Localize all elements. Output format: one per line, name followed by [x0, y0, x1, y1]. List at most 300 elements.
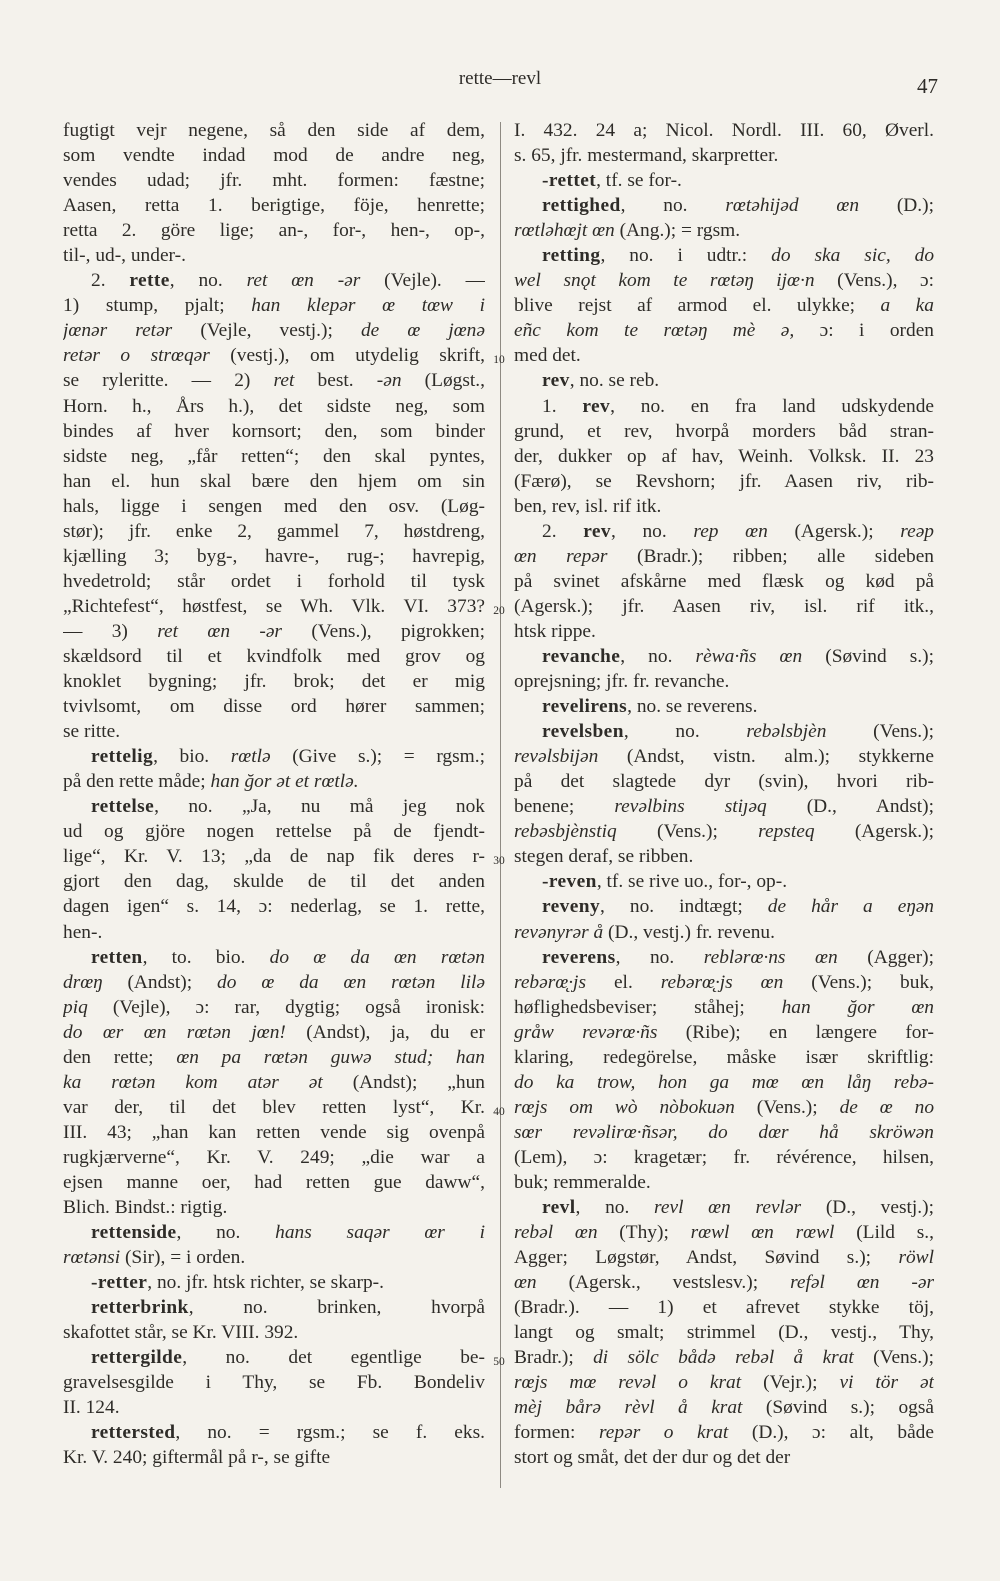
text-run: stegen deraf, se ribben.	[514, 846, 694, 868]
italic-text: ka rœtən kom atər ət	[63, 1071, 323, 1093]
text-run: (Bradr.); ribben; alle sideben	[607, 545, 934, 567]
headword: revanche	[542, 645, 621, 667]
text-line	[514, 168, 934, 193]
text-run: var der, til det blev retten lyst“, Kr.	[63, 1096, 485, 1118]
italic-text: do œ da œn rœtən lilə	[217, 971, 485, 993]
headword: rettelse	[91, 796, 155, 818]
text-run: han el. hun skal bære den hjem om sin	[63, 470, 485, 492]
text-line	[63, 894, 485, 919]
text-run: (Bradr.). — 1) et afrevet stykke töj,	[514, 1297, 934, 1319]
italic-text: wel snǫt kom te rœtəŋ ijœ·n	[514, 270, 815, 292]
text-run: oprejsning; jfr. fr. revanche.	[514, 671, 730, 693]
headword: rettelig	[91, 746, 154, 768]
text-run: (vestj.), om utydelig skrift,	[209, 345, 485, 367]
text-line	[63, 719, 485, 744]
text-line	[63, 945, 485, 970]
text-run: (Vens.);	[826, 721, 934, 743]
italic-text: do œr œn rœtən jœn!	[63, 1021, 286, 1043]
text-run: htsk rippe.	[514, 620, 596, 642]
text-line	[514, 293, 934, 318]
italic-text: retər o strœqər	[63, 345, 210, 367]
text-line	[63, 394, 485, 419]
italic-text: do œ da œn rœtən	[269, 946, 485, 968]
text-line	[514, 844, 934, 869]
text-run: skældsord til et kvindfolk med grov og	[63, 645, 485, 667]
italic-text: piq	[63, 996, 88, 1018]
text-run: klaring, redegörelse, måske især skriftlig:	[514, 1046, 934, 1068]
text-run: (Andst), ja, du er	[285, 1021, 485, 1043]
text-line	[514, 343, 934, 368]
text-line	[63, 1295, 485, 1320]
text-run: , no.	[176, 1222, 276, 1244]
page-number: 47	[917, 74, 938, 98]
text-line	[514, 995, 934, 1020]
italic-text: röwl	[898, 1247, 934, 1269]
text-run: , no. se reb.	[569, 370, 660, 392]
text-run: kjælling 3; byg-, havre-, rug-; havrepig,	[63, 545, 485, 567]
text-run: grund, et rev, hvorpå morders båd stran-	[514, 420, 934, 442]
text-line	[514, 118, 934, 143]
text-line	[514, 519, 934, 544]
text-line	[63, 1320, 485, 1345]
text-line	[63, 869, 485, 894]
text-run: ɔ: i orden	[794, 320, 934, 342]
text-run: retta 2. göre lige; an-, for-, hen-, op-,	[63, 220, 485, 242]
text-run: , no.	[615, 946, 704, 968]
text-run: (Vens.), ɔ:	[814, 270, 934, 292]
text-run: (Søvind s.);	[802, 645, 934, 667]
text-run: , tf. se rive uo., for-, op-.	[596, 871, 788, 893]
text-run: fugtigt vejr negene, så den side af dem,	[63, 120, 485, 141]
text-run: (Agersk.);	[767, 520, 901, 542]
text-line	[514, 669, 934, 694]
text-line	[514, 494, 934, 519]
text-line	[63, 519, 485, 544]
text-run: (Vejle), ɔ: rar, dygtig; også ironisk:	[87, 996, 485, 1018]
text-run: , tf. se for-.	[596, 170, 682, 192]
italic-text: refəl œn -ər	[790, 1272, 934, 1294]
italic-text: rœjs om wò nòbokuən	[514, 1096, 735, 1118]
text-line	[63, 1345, 485, 1370]
text-line	[514, 1145, 934, 1170]
italic-text: gråw revərœ·ñs	[514, 1021, 658, 1043]
text-run: (Agersk.); jfr. Aasen riv, isl. rif itk.,	[514, 595, 934, 617]
text-line	[63, 193, 485, 218]
text-line	[514, 368, 934, 393]
headword: retting	[542, 245, 601, 267]
text-run: hvedetrold; står ordet i forhold til tysk	[63, 570, 485, 592]
text-run: rugkjærverne“, Kr. V. 249; „die war a	[63, 1146, 485, 1168]
text-run: , no.	[575, 1197, 655, 1219]
text-run: 2.	[91, 270, 130, 292]
text-run: stort og småt, det der dur og det der	[514, 1447, 791, 1469]
headword: revl	[542, 1197, 576, 1219]
text-line	[514, 644, 934, 669]
text-run: Aasen, retta 1. berigtige, föje, henrette;	[63, 195, 485, 217]
text-line	[63, 694, 485, 719]
italic-text: sœr revəlirœ·ñsər, do dœr hå skröwən	[514, 1121, 934, 1143]
text-run: I. 432. 24 a; Nicol. Nordl. III. 60, Øverl.	[514, 120, 934, 141]
text-line	[63, 1245, 485, 1270]
text-line	[63, 844, 485, 869]
text-run: som vendte indad mod de andre neg,	[63, 145, 485, 167]
text-run: dagen igen“ s. 14, ɔ: nederlag, se 1. rette,	[63, 896, 485, 918]
text-line	[514, 945, 934, 970]
italic-text: rœtəhijəd œn	[725, 195, 860, 217]
text-line	[514, 869, 934, 894]
text-run: (Agersk.);	[814, 821, 934, 843]
headword: -retter	[91, 1272, 148, 1294]
text-run: Blich. Bindst.: rigtig.	[63, 1197, 228, 1219]
italic-text: drœŋ	[63, 971, 103, 993]
italic-text: han klepər œ tœw i	[251, 295, 485, 317]
italic-text: reəp	[900, 520, 934, 542]
text-run: (D.);	[859, 195, 934, 217]
italic-text: rèwa·ñs œn	[695, 645, 803, 667]
text-line	[63, 1095, 485, 1120]
text-run: (Lem), ɔ: kragetær; fr. révérence, hilsen,	[514, 1146, 934, 1168]
text-run: benene;	[514, 796, 615, 818]
text-line	[514, 1420, 934, 1445]
text-run: stør); jfr. enke 2, gammel 7, høstdreng,	[63, 520, 485, 542]
text-line	[63, 1445, 485, 1470]
text-run: knoklet bygning; jfr. brok; det er mig	[63, 671, 485, 693]
italic-text: rœtləhœjt œn	[514, 220, 615, 242]
text-run: tvivlsomt, om disse ord hører sammen;	[63, 696, 485, 718]
italic-text: mèj bårə rèvl å krat	[514, 1397, 743, 1419]
text-run: (Vens.), pigrokken;	[281, 620, 485, 642]
text-run: (Thy);	[597, 1222, 691, 1244]
text-run: Agger; Løgstør, Andst, Søvind s.);	[514, 1247, 899, 1269]
text-line	[514, 1370, 934, 1395]
text-line	[63, 970, 485, 995]
text-line	[514, 569, 934, 594]
italic-text: -ən	[376, 370, 402, 392]
italic-text: rœjs mœ revəl o krat	[514, 1372, 742, 1394]
italic-text: de œ no	[839, 1096, 934, 1118]
text-run: hals, ligge i sengen med den osv. (Løg-	[63, 495, 485, 517]
text-run: 1.	[542, 395, 583, 417]
text-run: gjort den dag, skulde de til det anden	[63, 871, 485, 893]
text-line	[63, 619, 485, 644]
italic-text: ret œn -ər	[157, 620, 282, 642]
headword: rev	[583, 520, 611, 542]
text-line	[514, 193, 934, 218]
text-line	[63, 243, 485, 268]
text-line	[514, 1345, 934, 1370]
text-run: , bio.	[153, 746, 231, 768]
text-line	[63, 569, 485, 594]
text-run: Bradr.);	[514, 1347, 594, 1369]
italic-text: reblərœ·ns œn	[703, 946, 838, 968]
text-run: 1) stump, pjalt;	[63, 295, 252, 317]
text-line	[63, 343, 485, 368]
italic-text: han ğor ət et rœtlə.	[210, 771, 359, 793]
text-run: , no.	[620, 645, 696, 667]
italic-text: vi tör ət	[839, 1372, 934, 1394]
text-run: , no. en fra land udskydende	[610, 395, 934, 417]
text-run: (D., Andst);	[766, 796, 934, 818]
text-run: med det.	[514, 345, 581, 367]
text-run: (Sir), = i orden.	[120, 1247, 246, 1269]
text-line	[514, 594, 934, 619]
text-line	[63, 293, 485, 318]
italic-text: de œ jœnə	[360, 320, 485, 342]
headword: rette	[129, 270, 170, 292]
text-run: ben, rev, isl. rif itk.	[514, 495, 662, 517]
italic-text: œn repər	[514, 545, 608, 567]
headword: rev	[542, 370, 570, 392]
text-line	[63, 1170, 485, 1195]
text-run: , no.	[169, 270, 247, 292]
text-line	[63, 920, 485, 945]
text-line	[63, 318, 485, 343]
italic-text: ret œn -ər	[246, 270, 361, 292]
text-line	[63, 544, 485, 569]
text-line	[63, 594, 485, 619]
text-line	[514, 694, 934, 719]
text-run: (Agersk., vestslesv.);	[536, 1272, 791, 1294]
text-run: (Færø), se Revshorn; jfr. Aasen riv, rib-	[514, 470, 934, 492]
text-line	[63, 368, 485, 393]
text-run: 2.	[542, 520, 584, 542]
text-line	[63, 819, 485, 844]
text-run: Horn. h., Års h.), det sidste neg, som	[63, 395, 485, 417]
italic-text: rœwl œn rœwl	[690, 1222, 835, 1244]
italic-text: repsteq	[758, 821, 815, 843]
text-run: „Richtefest“, høstfest, se Wh. Vlk. VI. 373?	[63, 595, 485, 617]
text-line	[514, 1220, 934, 1245]
headword: -rettet	[542, 170, 597, 192]
headword: retten	[91, 946, 143, 968]
headword: rev	[582, 395, 611, 417]
text-run: buk; remmeralde.	[514, 1171, 651, 1193]
text-run: el.	[586, 971, 661, 993]
text-line	[514, 243, 934, 268]
italic-text: rebəl œn	[514, 1222, 598, 1244]
text-line	[514, 719, 934, 744]
headword: reveny	[542, 896, 601, 918]
text-line	[63, 1270, 485, 1295]
text-line	[63, 419, 485, 444]
text-line	[63, 1370, 485, 1395]
text-line	[514, 318, 934, 343]
text-line	[514, 1020, 934, 1045]
text-run: (Vens.);	[616, 821, 759, 843]
text-run: hen-.	[63, 921, 103, 943]
text-line	[514, 920, 934, 945]
text-run: (Give s.); = rgsm.;	[270, 746, 485, 768]
running-header: rette—revl	[458, 68, 542, 89]
text-line	[514, 1195, 934, 1220]
italic-text: œn pa rœtən guwə stud; han	[176, 1046, 485, 1068]
text-line	[63, 1195, 485, 1220]
text-line	[514, 1070, 934, 1095]
text-run: blive rejst af armod el. ulykke;	[514, 295, 881, 317]
text-run: (Løgst.,	[401, 370, 485, 392]
text-run: (Andst);	[102, 971, 218, 993]
text-run: , to. bio.	[142, 946, 270, 968]
italic-text: rœtənsi	[63, 1247, 121, 1269]
text-run: , no.	[623, 721, 747, 743]
text-run: formen:	[514, 1422, 599, 1444]
text-line	[514, 1245, 934, 1270]
text-line	[514, 218, 934, 243]
italic-text: eñc kom te rœtəŋ mè ə,	[514, 320, 795, 342]
text-run: høflighedsbeviser; ståhej;	[514, 996, 782, 1018]
text-line	[63, 995, 485, 1020]
text-line	[63, 1020, 485, 1045]
text-run: (Ribe); en længere for-	[657, 1021, 934, 1043]
text-run: (Andst, vistn. alm.); stykkerne	[598, 746, 934, 768]
text-run: gravelsesgilde i Thy, se Fb. Bondeliv	[63, 1372, 485, 1394]
text-line	[63, 744, 485, 769]
headword: rettersted	[91, 1422, 176, 1444]
text-run: (Ang.); = rgsm.	[614, 220, 741, 242]
text-run: (Andst); „hun	[322, 1071, 485, 1093]
text-run: på det slagtede dyr (svin), hvori rib-	[514, 771, 934, 793]
text-line	[63, 669, 485, 694]
text-run: , no. jfr. htsk richter, se skarp-.	[147, 1272, 384, 1294]
text-run: , no. i udtr.:	[600, 245, 772, 267]
headword: retterbrink	[91, 1297, 189, 1319]
text-line	[63, 444, 485, 469]
text-line	[63, 644, 485, 669]
text-line	[63, 143, 485, 168]
text-run: Kr. V. 240; giftermål på r-, se gifte	[63, 1447, 331, 1469]
text-run: (Vens.);	[853, 1347, 934, 1369]
text-run: II. 124.	[63, 1397, 120, 1419]
text-line	[514, 469, 934, 494]
text-run: , no. se reverens.	[627, 696, 758, 718]
text-line	[63, 1220, 485, 1245]
text-run: , no.	[620, 195, 726, 217]
italic-text: rep œn	[693, 520, 768, 542]
line-number: 20	[493, 605, 505, 617]
text-run: der, dukker op af hav, Weinh. Volksk. II. 23	[514, 445, 934, 467]
text-line	[514, 1445, 934, 1470]
text-run: III. 43; „han kan retten vende sig ovenpå	[63, 1121, 485, 1143]
text-line	[514, 1320, 934, 1345]
text-run: (Søvind s.); også	[742, 1397, 934, 1419]
text-run: (Lild s.,	[834, 1222, 934, 1244]
headword: rettighed	[542, 195, 621, 217]
text-run: langt og smalt; strimmel (D., vestj., Thy,	[514, 1322, 934, 1344]
text-line	[514, 794, 934, 819]
line-number: 30	[493, 855, 505, 867]
italic-text: do ka trow, hon ga mœ œn låŋ rebə-	[514, 1071, 934, 1093]
text-line	[63, 469, 485, 494]
text-run: til-, ud-, under-.	[63, 245, 186, 267]
text-line	[514, 819, 934, 844]
text-line	[514, 1045, 934, 1070]
italic-text: han ğor œn	[781, 996, 934, 1018]
headword: rettenside	[91, 1222, 177, 1244]
italic-text: repər o krat	[598, 1422, 729, 1444]
text-run: , no. indtægt;	[600, 896, 768, 918]
text-line	[514, 1295, 934, 1320]
text-line	[514, 143, 934, 168]
text-run: (Vens.); buk,	[783, 971, 934, 993]
text-run: skafottet står, se Kr. VIII. 392.	[63, 1322, 299, 1344]
text-line	[514, 1270, 934, 1295]
italic-text: rebərœ̨·js œn	[660, 971, 784, 993]
line-number: 10	[493, 354, 505, 366]
text-line	[514, 769, 934, 794]
text-line	[514, 1395, 934, 1420]
text-run: (Agger);	[837, 946, 934, 968]
text-line	[514, 894, 934, 919]
text-run: vendes udad; jfr. mht. formen: fæstne;	[63, 170, 485, 192]
column-divider	[500, 122, 501, 1488]
text-line	[514, 444, 934, 469]
italic-text: hans saqər œr i	[275, 1222, 485, 1244]
line-number: 50	[493, 1356, 505, 1368]
text-run: , no. „Ja, nu må jeg nok	[154, 796, 485, 818]
text-run: bindes af hver kornsort; den, som binder	[63, 420, 485, 442]
text-line	[514, 268, 934, 293]
right-column	[514, 118, 934, 1471]
italic-text: revl œn revlər	[654, 1197, 802, 1219]
text-line	[514, 1170, 934, 1195]
text-run: (Vens.);	[734, 1096, 840, 1118]
italic-text: rebəlsbjèn	[746, 721, 827, 743]
text-run: (D., vestj.) fr. revenu.	[603, 921, 775, 943]
text-run: (Vejr.);	[741, 1372, 840, 1394]
text-line	[514, 970, 934, 995]
italic-text: de hår a eŋən	[767, 896, 934, 918]
text-run: best.	[294, 370, 377, 392]
text-line	[514, 544, 934, 569]
headword: revelsben	[542, 721, 624, 743]
text-run: (Vejle). —	[360, 270, 485, 292]
italic-text: œn	[514, 1272, 537, 1294]
text-run: ejsen manne oer, had retten gue daww“,	[63, 1171, 485, 1193]
headword: reverens	[542, 946, 616, 968]
text-run: , no.	[610, 520, 694, 542]
text-line	[63, 794, 485, 819]
italic-text: rebəsbjènstiq	[514, 821, 617, 843]
headword: -reven	[542, 871, 597, 893]
left-column	[63, 118, 485, 1471]
text-run: (Vejle, vestj.);	[172, 320, 361, 342]
italic-text: revəlsbijən	[514, 746, 599, 768]
text-line	[63, 218, 485, 243]
text-line	[63, 118, 485, 143]
text-run: , no. det egentlige be-	[182, 1347, 485, 1369]
text-run: på svinet afskårne med flæsk og kød på	[514, 570, 934, 592]
text-line	[63, 1045, 485, 1070]
text-run: på den rette måde;	[63, 771, 211, 793]
italic-text: do ska sic, do	[771, 245, 934, 267]
text-line	[63, 1120, 485, 1145]
text-line	[63, 769, 485, 794]
text-run: , no. brinken, hvorpå	[188, 1297, 485, 1319]
text-line	[63, 1070, 485, 1095]
text-run: (D.), ɔ: alt, både	[728, 1422, 934, 1444]
headword: rettergilde	[91, 1347, 183, 1369]
text-run: se ritte.	[63, 721, 121, 743]
text-line	[63, 1395, 485, 1420]
italic-text: revənyrər å	[514, 921, 604, 943]
text-line	[514, 419, 934, 444]
text-run: sidste neg, „får retten“; den skal pyntes,	[63, 445, 485, 467]
text-line	[63, 268, 485, 293]
text-run: , no. = rgsm.; se f. eks.	[175, 1422, 485, 1444]
text-line	[63, 494, 485, 519]
text-run: — 3)	[63, 620, 158, 642]
italic-text: ret	[273, 370, 295, 392]
